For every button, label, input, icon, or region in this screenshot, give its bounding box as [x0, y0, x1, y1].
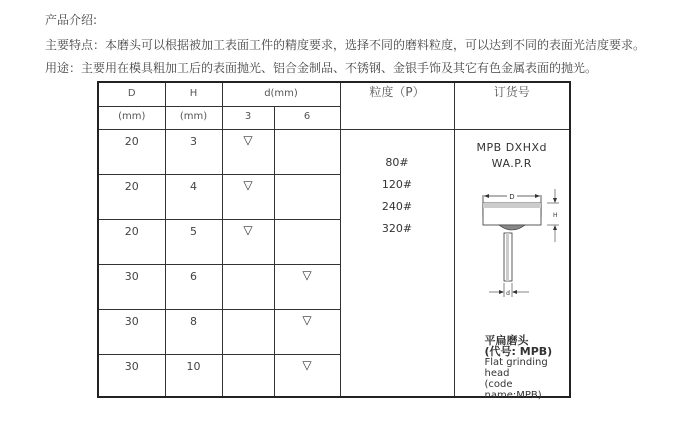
caption-en-name2: head	[484, 367, 510, 379]
diagram-label-D: D	[508, 192, 515, 201]
spec-table	[97, 81, 571, 401]
order-code-line1: MPB DXHXd	[476, 140, 547, 154]
cell-d3	[222, 174, 274, 219]
header-D-unit: (mm)	[98, 106, 165, 129]
triangle-marker: ▽	[243, 222, 253, 237]
cell-H: 10	[165, 354, 222, 397]
diagram-label-d: d	[505, 289, 510, 297]
cell-D: 30	[98, 264, 165, 309]
cell-H: 6	[165, 264, 222, 309]
cell-D: 20	[98, 174, 165, 219]
caption-en-name1: Flat grinding	[484, 356, 548, 368]
cell-D: 30	[98, 309, 165, 354]
intro-features: 主要特点：本磨头可以根据被加工表面工件的精度要求，选择不同的磨料粒度，可以达到不同的表面光洁度要求。	[45, 38, 646, 52]
cell-H: 3	[165, 129, 222, 174]
intro-heading: 产品介绍:	[45, 13, 98, 27]
grinding-head-diagram	[477, 187, 557, 312]
triangle-marker: ▽	[302, 357, 312, 372]
cell-D: 30	[98, 354, 165, 397]
order-cell	[454, 129, 570, 401]
diagram-label-H: H	[552, 211, 558, 219]
header-H: H	[165, 82, 222, 106]
grit-value: 120#	[381, 177, 413, 191]
cell-D: 20	[98, 129, 165, 174]
order-code-line2: WA.P.R	[491, 156, 532, 170]
cell-d3	[222, 354, 274, 397]
cell-H: 4	[165, 174, 222, 219]
cell-d6	[274, 219, 340, 264]
cell-d6	[274, 309, 340, 354]
header-order: 订货号	[454, 82, 570, 129]
header-H-unit: (mm)	[165, 106, 222, 129]
triangle-marker: ▽	[302, 312, 312, 327]
triangle-marker: ▽	[243, 132, 253, 147]
cell-d6	[274, 354, 340, 397]
cell-d3	[222, 219, 274, 264]
triangle-marker: ▽	[302, 267, 312, 282]
header-grit: 粒度（P）	[340, 82, 454, 129]
cell-d6	[274, 129, 340, 174]
grit-value: 80#	[385, 155, 409, 169]
triangle-marker: ▽	[243, 177, 253, 192]
caption-cn-code: (代号: MPB)	[484, 344, 553, 358]
cell-D: 20	[98, 219, 165, 264]
order-code	[455, 140, 570, 172]
table-row	[98, 129, 570, 174]
caption-cn-name: 平扁磨头	[484, 333, 529, 347]
header-d3: 3	[222, 106, 274, 129]
cell-d6	[274, 174, 340, 219]
grit-value: 240#	[381, 199, 413, 213]
grit-value: 320#	[381, 221, 413, 235]
cell-H: 5	[165, 219, 222, 264]
header-d6: 6	[274, 106, 340, 129]
cell-d3	[222, 264, 274, 309]
cell-H: 8	[165, 309, 222, 354]
cell-d3	[222, 129, 274, 174]
cell-d3	[222, 309, 274, 354]
product-caption	[485, 335, 570, 401]
grit-cell	[340, 129, 454, 397]
intro-usage: 用途：主要用在模具粗加工后的表面抛光、铝合金制品、不锈钢、金银手饰及其它有色金属表面的抛光。	[45, 61, 598, 75]
header-d: d(mm)	[222, 82, 340, 106]
header-D: D	[98, 82, 165, 106]
cell-d6	[274, 264, 340, 309]
caption-en-code: (code name:MPB)	[484, 378, 542, 401]
